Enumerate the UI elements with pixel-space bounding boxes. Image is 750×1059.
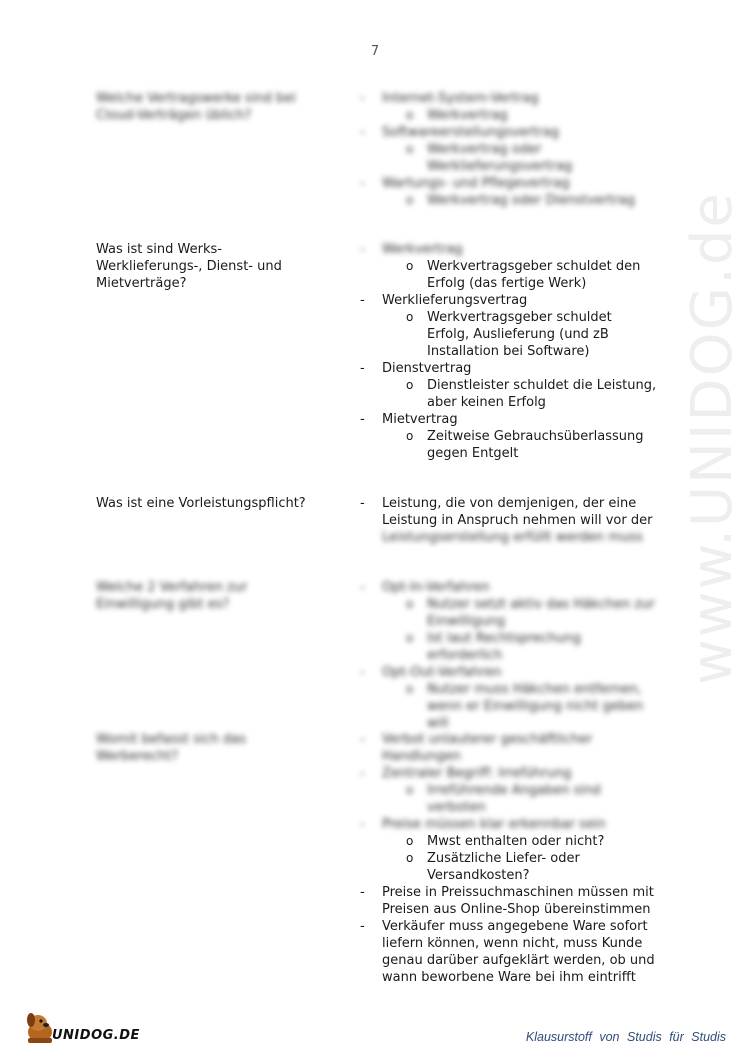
list-item: - Dienstvertrag	[360, 361, 472, 376]
answer-list	[360, 579, 660, 732]
footer-tagline: Klausurstoff von Studis für Studis	[525, 1030, 726, 1044]
list-item: o Werkvertragsgeber schuldet den Erfolg (das fertige Werk)	[406, 259, 641, 291]
list-item: o Ist laut Rechtsprechung erforderlich	[406, 631, 582, 663]
list-item: o Werkvertrag oder Werklieferungsvertrag	[406, 142, 573, 174]
list-item: - Verkäufer muss angegebene Ware sofort liefern können, wenn nicht, muss Kunde genau darüber aufgeklärt werden, ob und wann beworbene Ware bei ihm eintrifft	[360, 919, 655, 985]
list-item: o Mwst enthalten oder nicht?	[406, 834, 605, 849]
list-item: o Irreführende Angaben sind verboten	[406, 783, 601, 815]
question-text: Welche Vertragswerke sind bei Cloud-Verträgen üblich?	[96, 91, 296, 123]
list-item: - Zentraler Begriff: Irreführung	[360, 766, 572, 781]
watermark-text: www.UNIDOG.de	[680, 191, 745, 685]
answer-list	[360, 731, 660, 986]
list-item: - Verbot unlauterer geschäftlicher Handlungen	[360, 732, 593, 764]
answer-list	[360, 241, 660, 462]
page-number: 7	[370, 44, 380, 59]
question-text: Womit befasst sich das Werberecht?	[96, 732, 247, 764]
list-item: - Mietvertrag	[360, 412, 458, 427]
list-item: - Preise in Preissuchmaschinen müssen mit Preisen aus Online-Shop übereinstimmen	[360, 885, 654, 917]
list-item: - Softwareerstellungsvertrag	[360, 125, 559, 140]
question-text: Was ist sind Werks- Werklieferungs-, Dienst- und Mietverträge?	[96, 242, 282, 291]
list-item: - Opt-In-Verfahren	[360, 580, 490, 595]
unidog-logo	[22, 1010, 162, 1050]
list-item: o Zusätzliche Liefer- oder Versandkosten?	[406, 851, 580, 883]
question-text: Welche 2 Verfahren zur Einwilligung gibt es?	[96, 580, 248, 612]
answer-list	[360, 90, 660, 209]
list-item: - Werkvertrag	[360, 242, 463, 257]
list-item: Leistungserstellung erfüllt werden muss	[382, 530, 643, 545]
list-item: o Werkvertrag	[406, 108, 508, 123]
list-item: o Werkvertrag oder Dienstvertrag	[406, 193, 635, 208]
list-item: - Leistung, die von demjenigen, der eine Leistung in Anspruch nehmen will vor der	[360, 496, 653, 528]
list-item: - Preise müssen klar erkennbar sein	[360, 817, 606, 832]
list-item: o Nutzer setzt aktiv das Häkchen zur Einwilligung	[406, 597, 655, 629]
list-item: - Wartungs- und Pflegevertrag	[360, 176, 570, 191]
question-text: Was ist eine Vorleistungspflicht?	[96, 496, 306, 511]
answer-list	[360, 495, 660, 546]
list-item: - Opt-Out-Verfahren	[360, 665, 502, 680]
list-item: o Dienstleister schuldet die Leistung, aber keinen Erfolg	[406, 378, 657, 410]
list-item: - Internet-System-Vertrag	[360, 91, 539, 106]
logo-text: UNIDOG.DE	[52, 1028, 140, 1043]
list-item: o Nutzer muss Häkchen entfernen, wenn er Einwilligung nicht geben will	[406, 682, 644, 731]
list-item: o Werkvertragsgeber schuldet Erfolg, Auslieferung (und zB Installation bei Software)	[406, 310, 612, 359]
list-item: - Werklieferungsvertrag	[360, 293, 528, 308]
list-item: o Zeitweise Gebrauchsüberlassung gegen Entgelt	[406, 429, 644, 461]
